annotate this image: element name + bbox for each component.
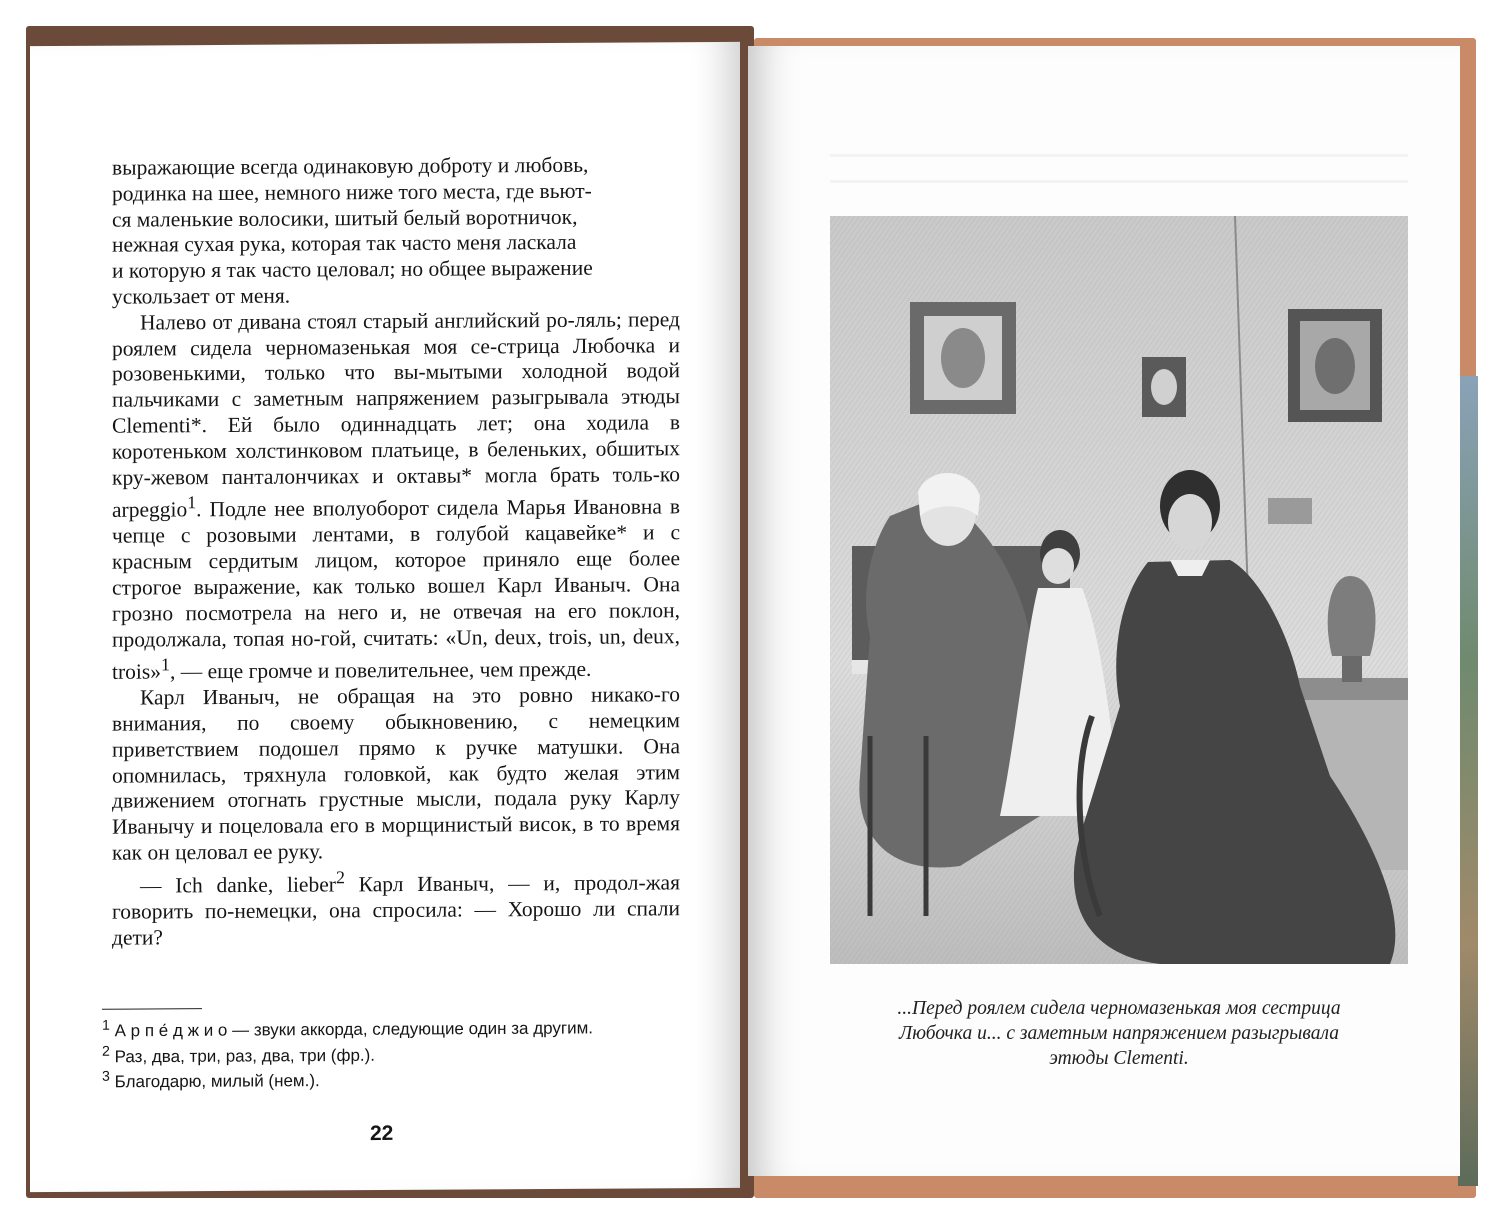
footnotes bbox=[102, 1012, 680, 1092]
right-page bbox=[748, 46, 1460, 1176]
samovar bbox=[1328, 576, 1376, 656]
open-book bbox=[18, 24, 1478, 1200]
footnote-1: $^1$ А р п е́ д ж и о — звуки аккорда, следующие один за другим. bbox=[102, 1017, 593, 1041]
paragraph-3: Карл Иваныч, не обращая на это ровно никако-го внимания, по своему обыкновению, с немецким приветствием подошел прямо к ручке матушки. Она опомнилась, тряхнула головкой, как будто желая этим движением отогнать грустные мысли, подала руку Карлу Иванычу и поцеловала его в морщинистый висок, в то время как он целовал ее руку. bbox=[112, 682, 680, 865]
page-number: 22 bbox=[370, 1121, 394, 1146]
footnote-divider bbox=[102, 1008, 202, 1010]
paragraph-4: — Ich danke, lieber$^2$ Карл Иваныч, — и, продол-жая говорить по-немецки, она спросила: — Хорошо ли спали дети? bbox=[112, 867, 680, 950]
illustration-engraving bbox=[830, 216, 1408, 964]
illustration-caption: ...Перед роялем сидела черномазенькая моя сестрица Любочка и... с заметным напряжением разыгрывала этюды Clementi. bbox=[897, 998, 1341, 1069]
footnote-3: $^3$ Благодарю, милый (нем.). bbox=[102, 1068, 320, 1092]
footnote-2: $^2$ Раз, два, три, раз, два, три (фр.). bbox=[102, 1043, 376, 1066]
left-page bbox=[30, 42, 740, 1192]
cover-art-edge bbox=[1458, 376, 1478, 1186]
illustration-drawing bbox=[830, 216, 1408, 964]
bleed-through-text bbox=[830, 154, 1408, 184]
left-page-text bbox=[112, 152, 680, 951]
paragraph-1: выражающие всегда одинаковую доброту и любовь, родинка на шее, немного ниже того места, где вьют- ся маленькие волосики, шитый белый воротничок, нежная сухая рука, которая так часто меня ласкала и которую я так часто целовал; но общее выражение ускользает от меня. bbox=[112, 152, 593, 309]
paragraph-2: Налево от дивана стоял старый английский ро-ляль; перед роялем сидела черномазенькая моя се-стрица Любочка и розовенькими, только что вы-мытыми холодной водой пальчиками с заметным напряжением разыгрывала этюды Clementi*. Ей было одиннадцать лет; она ходила в коротеньком холстинковом платьице, в беленьких, обшитых кру-жевом панталончиках и октавы* могла брать толь-ко arpeggio$^1$. Подле нее вполуоборот сидела Марья Ивановна в чепце с розовыми лентами, в голубой кацавейке* и с красным сердитым лицом, которое приняло еще более строгое выражение, как только вошел Карл Иваныч. Она грозно посмотрела на него и, не отвечая на его поклон, продолжала, топая но-гой, считать: «Un, deux, trois, un, deux, trois»$^1$, — еще громче и повелительнее, чем прежде. bbox=[112, 306, 680, 685]
small-wall-box bbox=[1268, 498, 1312, 524]
